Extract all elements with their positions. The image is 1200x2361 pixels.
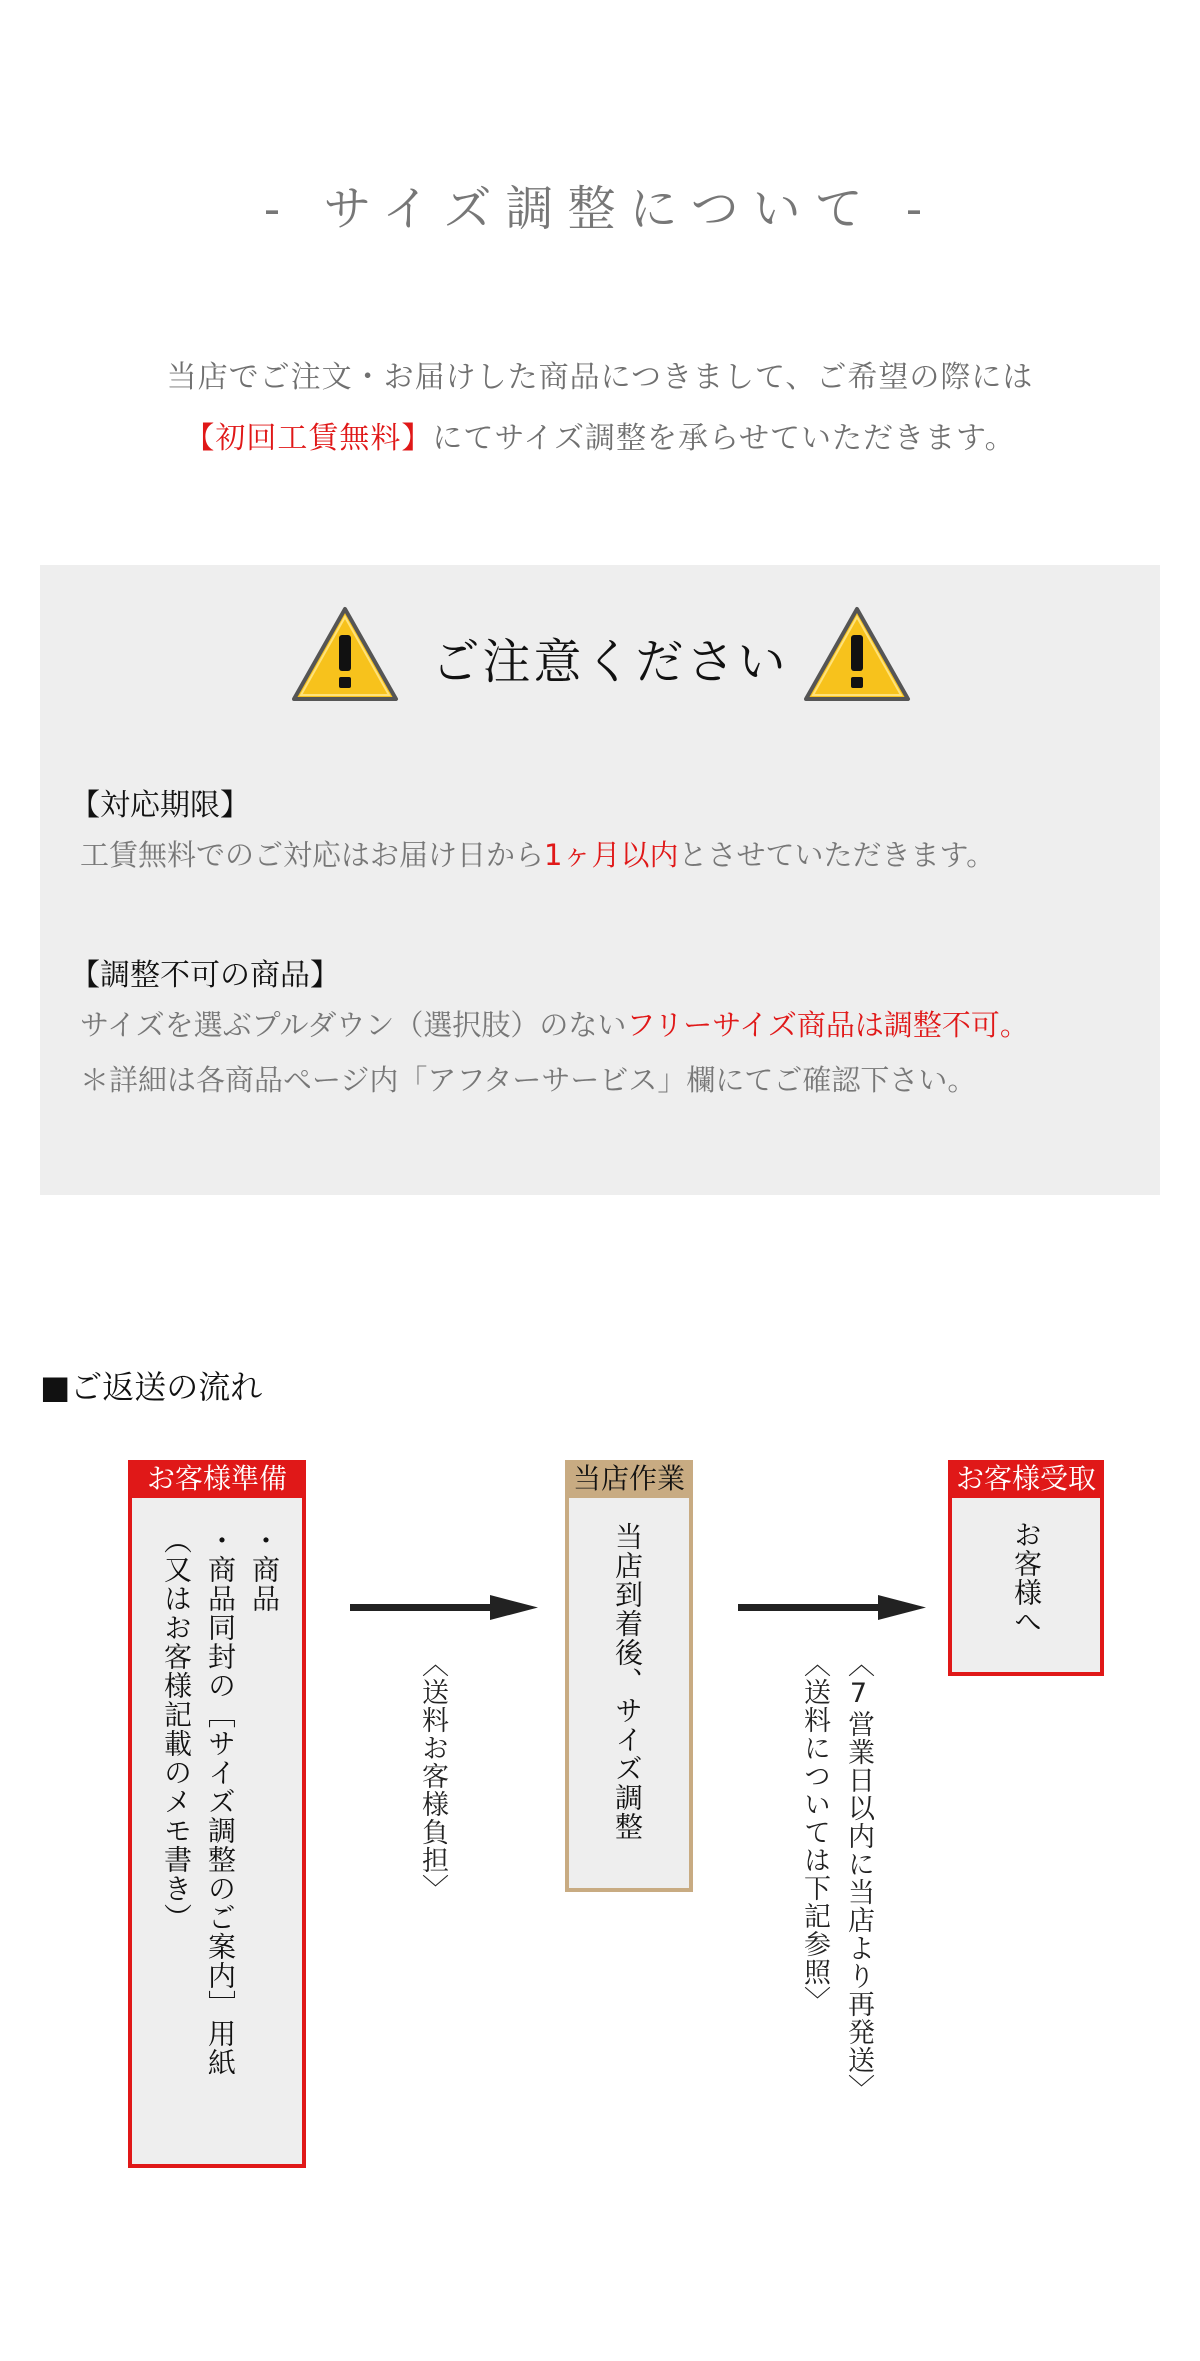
step-customer-prep bbox=[128, 1460, 306, 2168]
non-adjustable-text-start: サイズを選ぶプルダウン（選択肢）のない bbox=[80, 1008, 627, 1042]
intro-line-1: 当店でご注文・お届けした商品につきまして、ご希望の際には bbox=[166, 360, 1034, 395]
arrow-right-icon bbox=[350, 1592, 540, 1622]
page-title: - サイズ調整について - bbox=[263, 181, 937, 237]
deadline-heading: 【対応期限】 bbox=[70, 788, 250, 823]
notice-panel bbox=[40, 565, 1160, 1195]
step-label: お客様受取 bbox=[948, 1460, 1104, 1498]
notice-heading: ご注意ください bbox=[431, 634, 789, 690]
step-label: 当店作業 bbox=[565, 1460, 693, 1498]
intro-line-2-text: にてサイズ調整を承らせていただきます。 bbox=[432, 421, 1016, 456]
after-service-note: ＊詳細は各商品ページ内「アフターサービス」欄にてご確認下さい。 bbox=[80, 1063, 977, 1097]
deadline-text bbox=[80, 833, 995, 874]
step-detail: 当店到着後、サイズ調整 bbox=[611, 1522, 644, 1841]
step-detail: お客様へ bbox=[1010, 1520, 1043, 1636]
warning-triangle-icon bbox=[290, 605, 400, 705]
arrow2-note: 〈7営業日以内に当店より再発送〉 bbox=[843, 1650, 874, 2102]
arrow1-note: 〈送料お客様負担〉 bbox=[417, 1650, 448, 1902]
step-label: お客様準備 bbox=[128, 1460, 306, 1498]
notice-heading-row bbox=[40, 605, 1160, 705]
step-line: ・商品 bbox=[248, 1526, 281, 1613]
non-adjustable-heading: 【調整不可の商品】 bbox=[70, 958, 340, 993]
non-adjustable-highlight: フリーサイズ商品は調整不可。 bbox=[626, 1008, 1029, 1042]
free-labor-highlight: 【初回工賃無料】 bbox=[184, 421, 433, 456]
arrow2-note: 〈送料については下記参照〉 bbox=[799, 1650, 830, 2014]
step-line: （又はお客様記載のメモ書き） bbox=[160, 1526, 193, 1932]
warning-triangle-icon bbox=[802, 605, 912, 705]
deadline-highlight: 1ヶ月以内 bbox=[544, 838, 679, 872]
deadline-text-end: とさせていただきます。 bbox=[678, 838, 996, 872]
arrow2-notes bbox=[770, 1650, 880, 2110]
step-customer-receive bbox=[948, 1460, 1104, 1676]
step-store-work bbox=[565, 1460, 693, 1892]
deadline-text-start: 工賃無料でのご対応はお届け日から bbox=[80, 838, 545, 872]
arrow-right-icon bbox=[738, 1592, 928, 1622]
step-detail bbox=[146, 1526, 286, 2146]
return-flow-heading: ■ご返送の流れ bbox=[40, 1368, 263, 1406]
intro-line-2 bbox=[0, 413, 1200, 457]
non-adjustable-text bbox=[80, 1003, 1029, 1044]
step-line: ・商品同封の［サイズ調整のご案内］用紙 bbox=[204, 1526, 237, 2077]
